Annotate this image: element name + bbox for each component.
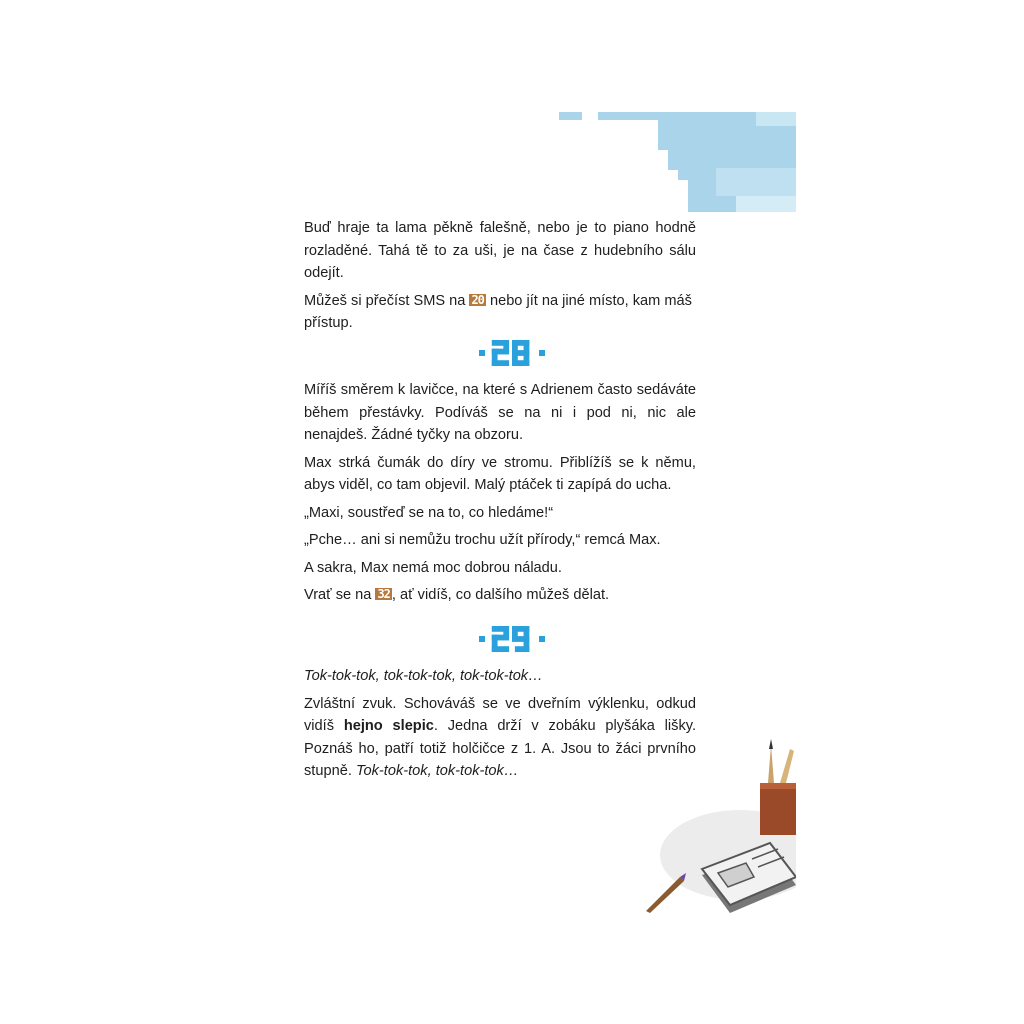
paragraph: „Maxi, soustřeď se na to, co hledáme!“ [304,504,554,521]
pixel-dot-left [479,636,485,642]
paragraph: Tok-tok-tok, tok-tok-tok, tok-tok-tok… [304,668,543,684]
paragraph: Vrať se na 32 , ať vidíš, co dalšího můžeš dělat. [304,587,610,603]
section-reference[interactable]: 32 [377,587,390,601]
pixel-sky-illustration [556,108,796,212]
section-heading-29 [0,626,1024,652]
section-29 [304,665,696,788]
section-reference[interactable]: 20 [471,292,484,307]
section-28 [304,379,696,612]
section-heading-28 [0,340,1024,366]
pencil-cup-icon [760,739,796,835]
paragraph: Můžeš si přečíst SMS na 20 nebo jít na jiné místo, kam máš přístup. [304,292,692,331]
paragraph: „Pche… ani si nemůžu trochu užít přírody,“ remcá Max. [304,532,661,548]
paragraph: Zvláštní zvuk. Schováváš se ve dveřním výklenku, odkud vidíš hejno slepic. Jedna drží v zobáku plyšáka lišky. Poznáš ho, patří totiž holčičce z 1. A. Jsou to žáci prvního stupně. Tok-tok-tok, tok-tok-tok… [304,695,697,779]
pencil-icon [646,873,686,913]
paragraph: Míříš směrem k lavičce, na které s Adrienem často sedáváte během přestávky. Podíváš se na ni i pod ni, nic ale nenajdeš. Žádné tyčky na obzoru. [304,382,696,443]
paragraph: Max strká čumák do díry ve stromu. Přiblížíš se k němu, abys viděl, co tam objevil. Malý ptáček ti zapípá do ucha. [304,454,696,493]
section-number-28 [491,340,533,366]
section-number-29 [491,626,533,652]
section-27-ending [304,217,696,340]
pixel-dot-right [539,636,545,642]
pixel-dot-left [479,350,485,356]
pixel-dot-right [539,350,545,356]
paragraph: Buď hraje ta lama pěkně falešně, nebo je to piano hodně rozladěné. Tahá tě to za uši, je na čase z hudebního sálu odejít. [304,220,696,281]
desk-illustration [640,735,796,913]
paragraph: A sakra, Max nemá moc dobrou náladu. [304,559,562,576]
